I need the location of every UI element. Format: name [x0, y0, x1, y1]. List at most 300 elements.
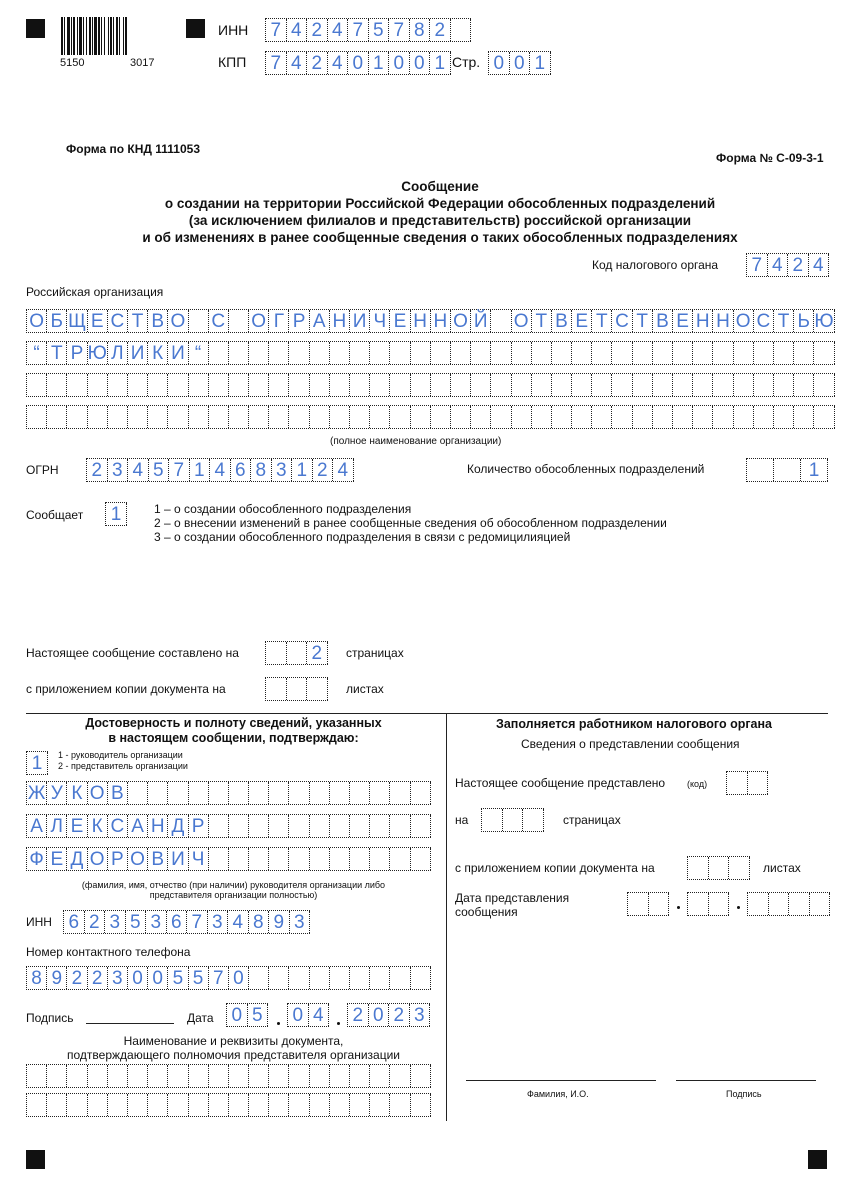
char-cell: 5 [126, 911, 147, 933]
char-cell [390, 815, 410, 837]
officer-fio-caption: Фамилия, И.О. [527, 1089, 589, 1099]
fio-caption-line1: (фамилия, имя, отчество (при наличии) руководителя организации либо [81, 880, 386, 890]
char-cell [370, 848, 390, 870]
char-cell [451, 406, 471, 428]
confirm-heading-line2: в настоящем сообщении, подтверждаю: [108, 731, 359, 745]
char-cell [108, 1065, 128, 1087]
patronymic-field[interactable] [26, 847, 431, 871]
char-cell [47, 1065, 67, 1087]
char-cell [269, 967, 289, 989]
char-cell [693, 406, 713, 428]
char-cell [709, 893, 730, 915]
char-cell [269, 374, 289, 396]
char-cell [310, 374, 330, 396]
char-cell [370, 967, 390, 989]
char-cell: 4 [328, 52, 349, 74]
date-month-field[interactable] [287, 1003, 329, 1027]
char-cell: 8 [249, 911, 270, 933]
char-cell: Р [289, 310, 309, 332]
char-cell: Щ [68, 310, 86, 332]
doc-field-line2[interactable] [26, 1093, 431, 1117]
officer-sign-line[interactable] [676, 1080, 816, 1081]
char-cell: О [512, 310, 532, 332]
char-cell: “ [27, 342, 47, 364]
char-cell [649, 893, 670, 915]
char-cell [229, 310, 249, 332]
char-cell [269, 1094, 289, 1116]
signer-type-field[interactable] [26, 751, 48, 775]
char-cell [747, 459, 774, 481]
char-cell: О [451, 310, 471, 332]
org-name-line1[interactable] [26, 309, 835, 333]
char-cell [47, 406, 67, 428]
char-cell: Н [713, 310, 733, 332]
char-cell [794, 374, 814, 396]
char-cell: К [67, 782, 87, 804]
char-cell: 1 [369, 52, 390, 74]
confirm-heading-line1: Достоверность и полноту сведений, указанных [85, 716, 382, 730]
char-cell: 1 [430, 52, 451, 74]
presented-date-month[interactable] [687, 892, 729, 916]
char-cell [310, 406, 330, 428]
char-cell: 2 [313, 459, 334, 481]
char-cell [411, 782, 431, 804]
char-cell [431, 342, 451, 364]
char-cell [411, 967, 431, 989]
char-cell [411, 1094, 431, 1116]
form-title [60, 178, 820, 246]
char-cell: Л [108, 342, 128, 364]
presented-pages-field[interactable] [481, 808, 544, 832]
presented-copy-label: с приложением копии документа на [455, 861, 655, 875]
char-cell [189, 782, 209, 804]
char-cell: 7 [266, 52, 287, 74]
char-cell [47, 374, 67, 396]
char-cell: 4 [809, 254, 830, 276]
char-cell [350, 1065, 370, 1087]
char-cell [532, 342, 552, 364]
char-cell: Т [633, 310, 653, 332]
char-cell [471, 342, 491, 364]
form-number: Форма № С-09-3-1 [716, 151, 824, 165]
char-cell: 0 [510, 52, 531, 74]
char-cell: Е [390, 310, 410, 332]
option-2: 2 – о внесении изменений в ранее сообщенные сведения об обособленном подразделении [154, 516, 667, 530]
pages-label: Настоящее сообщение составлено на [26, 646, 239, 660]
tax-code-field[interactable] [746, 253, 829, 277]
char-cell [209, 1065, 229, 1087]
char-cell: 4 [228, 911, 249, 933]
pages-unit: страницах [346, 646, 404, 660]
char-cell [673, 342, 693, 364]
char-cell [310, 342, 330, 364]
char-cell [370, 342, 390, 364]
org-name-line2[interactable] [26, 341, 835, 365]
name-field[interactable] [26, 814, 431, 838]
presented-date-year[interactable] [747, 892, 830, 916]
char-cell: О [88, 848, 108, 870]
surname-field[interactable] [26, 781, 431, 805]
char-cell: 2 [348, 1004, 369, 1026]
char-cell [289, 815, 309, 837]
char-cell [512, 374, 532, 396]
char-cell [350, 967, 370, 989]
presented-date-label-line2: сообщения [455, 905, 518, 919]
reports-label: Сообщает [26, 508, 84, 522]
char-cell [734, 342, 754, 364]
char-cell [269, 782, 289, 804]
char-cell: С [209, 310, 229, 332]
doc-label-line2: подтверждающего полномочия представителя организации [67, 1048, 400, 1062]
char-cell: 7 [209, 967, 229, 989]
char-cell: 6 [167, 911, 188, 933]
officer-sign-caption: Подпись [726, 1089, 762, 1099]
char-cell [128, 1065, 148, 1087]
char-cell [229, 342, 249, 364]
presented-date-day[interactable] [627, 892, 669, 916]
char-cell [229, 848, 249, 870]
char-cell: 2 [389, 1004, 410, 1026]
corner-marker-top-mid [186, 19, 205, 38]
char-cell: С [612, 310, 632, 332]
char-cell: “ [189, 342, 209, 364]
char-cell [148, 374, 168, 396]
signer-option-2: 2 - представитель организации [58, 761, 188, 771]
char-cell: Е [47, 848, 67, 870]
char-cell [350, 406, 370, 428]
char-cell [734, 406, 754, 428]
char-cell: 0 [489, 52, 510, 74]
char-cell [249, 1065, 269, 1087]
char-cell: Н [431, 310, 451, 332]
char-cell [229, 374, 249, 396]
char-cell [552, 342, 572, 364]
char-cell [552, 406, 572, 428]
char-cell [269, 342, 289, 364]
sign-label: Подпись [26, 1011, 74, 1025]
char-cell: О [249, 310, 269, 332]
char-cell [789, 893, 810, 915]
char-cell [572, 342, 592, 364]
char-cell [693, 342, 713, 364]
char-cell [653, 374, 673, 396]
char-cell: 8 [410, 19, 431, 41]
corner-marker-top-left [26, 19, 45, 38]
column-divider [446, 713, 447, 1121]
char-cell: 0 [410, 52, 431, 74]
char-cell: 4 [210, 459, 231, 481]
char-cell [673, 406, 693, 428]
char-cell: Л [47, 815, 67, 837]
char-cell: 3 [208, 911, 229, 933]
char-cell [794, 406, 814, 428]
char-cell: 3 [272, 459, 293, 481]
char-cell [330, 1094, 350, 1116]
presented-pages-unit: страницах [563, 813, 621, 827]
char-cell [330, 967, 350, 989]
form-title-line2: о создании на территории Российской Федерации обособленных подразделений [164, 196, 716, 211]
presented-date-label-line1: Дата представления [455, 891, 570, 905]
char-cell: 0 [148, 967, 168, 989]
char-cell: Е [67, 815, 87, 837]
char-cell [307, 678, 328, 700]
signer-inn-field[interactable] [63, 910, 310, 934]
char-cell [390, 374, 410, 396]
org-name-line4[interactable] [26, 405, 835, 429]
char-cell: В [653, 310, 673, 332]
char-cell [189, 374, 209, 396]
barcode-number-left: 5150 [60, 57, 85, 69]
char-cell: Д [168, 815, 188, 837]
char-cell: Н [411, 310, 431, 332]
ogrn-field[interactable] [86, 458, 354, 482]
char-cell [108, 1094, 128, 1116]
char-cell [289, 848, 309, 870]
char-cell [249, 374, 269, 396]
date-separator [337, 1022, 340, 1025]
char-cell [108, 374, 128, 396]
char-cell: 8 [27, 967, 47, 989]
char-cell [27, 1094, 47, 1116]
signer-option-1: 1 - руководитель организации [58, 750, 183, 760]
char-cell [471, 406, 491, 428]
char-cell [523, 809, 544, 831]
char-cell: 0 [128, 967, 148, 989]
subdivision-count-field[interactable] [746, 458, 828, 482]
char-cell [592, 374, 612, 396]
char-cell: О [168, 310, 188, 332]
org-caption: (полное наименование организации) [330, 436, 502, 447]
char-cell [330, 815, 350, 837]
char-cell: 8 [251, 459, 272, 481]
char-cell: 6 [231, 459, 252, 481]
char-cell [552, 374, 572, 396]
char-cell [148, 1094, 168, 1116]
char-cell [67, 1065, 87, 1087]
char-cell: 0 [369, 1004, 390, 1026]
char-cell [330, 848, 350, 870]
char-cell [269, 815, 289, 837]
char-cell [814, 374, 834, 396]
char-cell [67, 374, 87, 396]
char-cell [653, 406, 673, 428]
char-cell: 7 [266, 19, 287, 41]
char-cell: Т [592, 310, 612, 332]
char-cell: С [108, 815, 128, 837]
form-title-line4: и об изменениях в ранее сообщенные сведения о таких обособленных подразделениях [142, 230, 738, 245]
char-cell: О [88, 782, 108, 804]
char-cell: 4 [128, 459, 149, 481]
char-cell: 2 [307, 52, 328, 74]
char-cell [512, 406, 532, 428]
char-cell [310, 848, 330, 870]
char-cell: 1 [801, 459, 828, 481]
char-cell [269, 848, 289, 870]
char-cell: Е [673, 310, 693, 332]
pages-field[interactable] [265, 641, 328, 665]
char-cell [330, 342, 350, 364]
char-cell: 5 [369, 19, 390, 41]
char-cell [754, 342, 774, 364]
char-cell [266, 642, 287, 664]
char-cell [350, 342, 370, 364]
phone-label: Номер контактного телефона [26, 945, 191, 959]
char-cell: 0 [348, 52, 369, 74]
org-name-line3[interactable] [26, 373, 835, 397]
presented-label: Настоящее сообщение представлено [455, 776, 666, 790]
char-cell [370, 782, 390, 804]
char-cell: 2 [307, 19, 328, 41]
char-cell [249, 782, 269, 804]
char-cell [27, 374, 47, 396]
doc-field-line1[interactable] [26, 1064, 431, 1088]
char-cell: Ч [370, 310, 390, 332]
char-cell: 4 [287, 52, 308, 74]
char-cell [229, 815, 249, 837]
char-cell: Е [572, 310, 592, 332]
char-cell: 2 [88, 967, 108, 989]
char-cell [249, 848, 269, 870]
copy-sheets-field[interactable] [265, 677, 328, 701]
char-cell [310, 1094, 330, 1116]
char-cell: 0 [229, 967, 249, 989]
reports-field[interactable] [105, 502, 127, 526]
inn-label: ИНН [218, 22, 249, 38]
char-cell [330, 782, 350, 804]
char-cell: Р [189, 815, 209, 837]
char-cell [370, 406, 390, 428]
char-cell [814, 342, 834, 364]
char-cell [27, 1065, 47, 1087]
char-cell [390, 1094, 410, 1116]
char-cell: 0 [389, 52, 410, 74]
char-cell [491, 406, 511, 428]
char-cell [289, 342, 309, 364]
char-cell [491, 310, 511, 332]
char-cell: 2 [430, 19, 451, 41]
date-year-field[interactable] [347, 1003, 430, 1027]
char-cell: В [148, 848, 168, 870]
char-cell: Д [67, 848, 87, 870]
kpp-field[interactable] [265, 51, 451, 75]
option-1: 1 – о создании обособленного подразделения [154, 502, 412, 516]
char-cell [330, 406, 350, 428]
char-cell [269, 1065, 289, 1087]
org-label: Российская организация [26, 285, 164, 299]
char-cell [330, 1065, 350, 1087]
char-cell: Н [693, 310, 713, 332]
char-cell: И [350, 310, 370, 332]
char-cell: 3 [108, 967, 128, 989]
char-cell: К [88, 815, 108, 837]
char-cell [411, 1065, 431, 1087]
char-cell [148, 1065, 168, 1087]
char-cell [451, 342, 471, 364]
char-cell [88, 374, 108, 396]
char-cell [572, 374, 592, 396]
char-cell: 2 [67, 967, 87, 989]
char-cell [148, 406, 168, 428]
char-cell: 0 [288, 1004, 309, 1026]
char-cell [774, 459, 801, 481]
char-cell [713, 374, 733, 396]
char-cell: 2 [788, 254, 809, 276]
date-separator [277, 1022, 280, 1025]
tax-officer-heading: Заполняется работником налогового органа [496, 717, 773, 731]
char-cell [769, 893, 790, 915]
presented-copy-unit: листах [763, 861, 801, 875]
char-cell: 1 [106, 503, 127, 525]
char-cell [310, 782, 330, 804]
char-cell [289, 1094, 309, 1116]
char-cell [491, 374, 511, 396]
phone-field[interactable] [26, 966, 431, 990]
char-cell [612, 374, 632, 396]
char-cell: Б [47, 310, 67, 332]
date-day-field[interactable] [226, 1003, 268, 1027]
char-cell: Т [774, 310, 794, 332]
char-cell [653, 342, 673, 364]
barcode-bar [127, 17, 128, 55]
char-cell [47, 1094, 67, 1116]
copy-label: с приложением копии документа на [26, 682, 226, 696]
inn-field[interactable] [265, 18, 471, 42]
char-cell [148, 782, 168, 804]
char-cell [168, 1065, 188, 1087]
char-cell [249, 406, 269, 428]
char-cell: 3 [105, 911, 126, 933]
char-cell [128, 1094, 148, 1116]
char-cell: О [128, 848, 148, 870]
char-cell [411, 406, 431, 428]
char-cell [431, 374, 451, 396]
char-cell [289, 374, 309, 396]
char-cell [451, 19, 472, 41]
presented-code-field[interactable] [726, 771, 768, 795]
signer-inn-label: ИНН [26, 915, 52, 929]
page-label: Стр. [452, 54, 481, 70]
char-cell [633, 374, 653, 396]
char-cell [390, 967, 410, 989]
char-cell [774, 374, 794, 396]
barcode-image [61, 17, 170, 55]
char-cell [229, 406, 249, 428]
signature-line[interactable] [86, 1023, 174, 1024]
char-cell [88, 1065, 108, 1087]
char-cell: Т [128, 310, 148, 332]
presented-copy-field[interactable] [687, 856, 750, 880]
char-cell: И [128, 342, 148, 364]
officer-fio-line[interactable] [466, 1080, 656, 1081]
char-cell [350, 815, 370, 837]
char-cell [88, 1094, 108, 1116]
char-cell [431, 406, 451, 428]
char-cell [390, 848, 410, 870]
char-cell [249, 1094, 269, 1116]
char-cell [229, 782, 249, 804]
char-cell [713, 342, 733, 364]
char-cell [287, 642, 308, 664]
char-cell [350, 782, 370, 804]
char-cell [88, 406, 108, 428]
char-cell [289, 406, 309, 428]
page-number-field[interactable] [488, 51, 551, 75]
char-cell: 4 [333, 459, 354, 481]
char-cell [612, 406, 632, 428]
char-cell [451, 374, 471, 396]
char-cell [673, 374, 693, 396]
char-cell: Т [532, 310, 552, 332]
